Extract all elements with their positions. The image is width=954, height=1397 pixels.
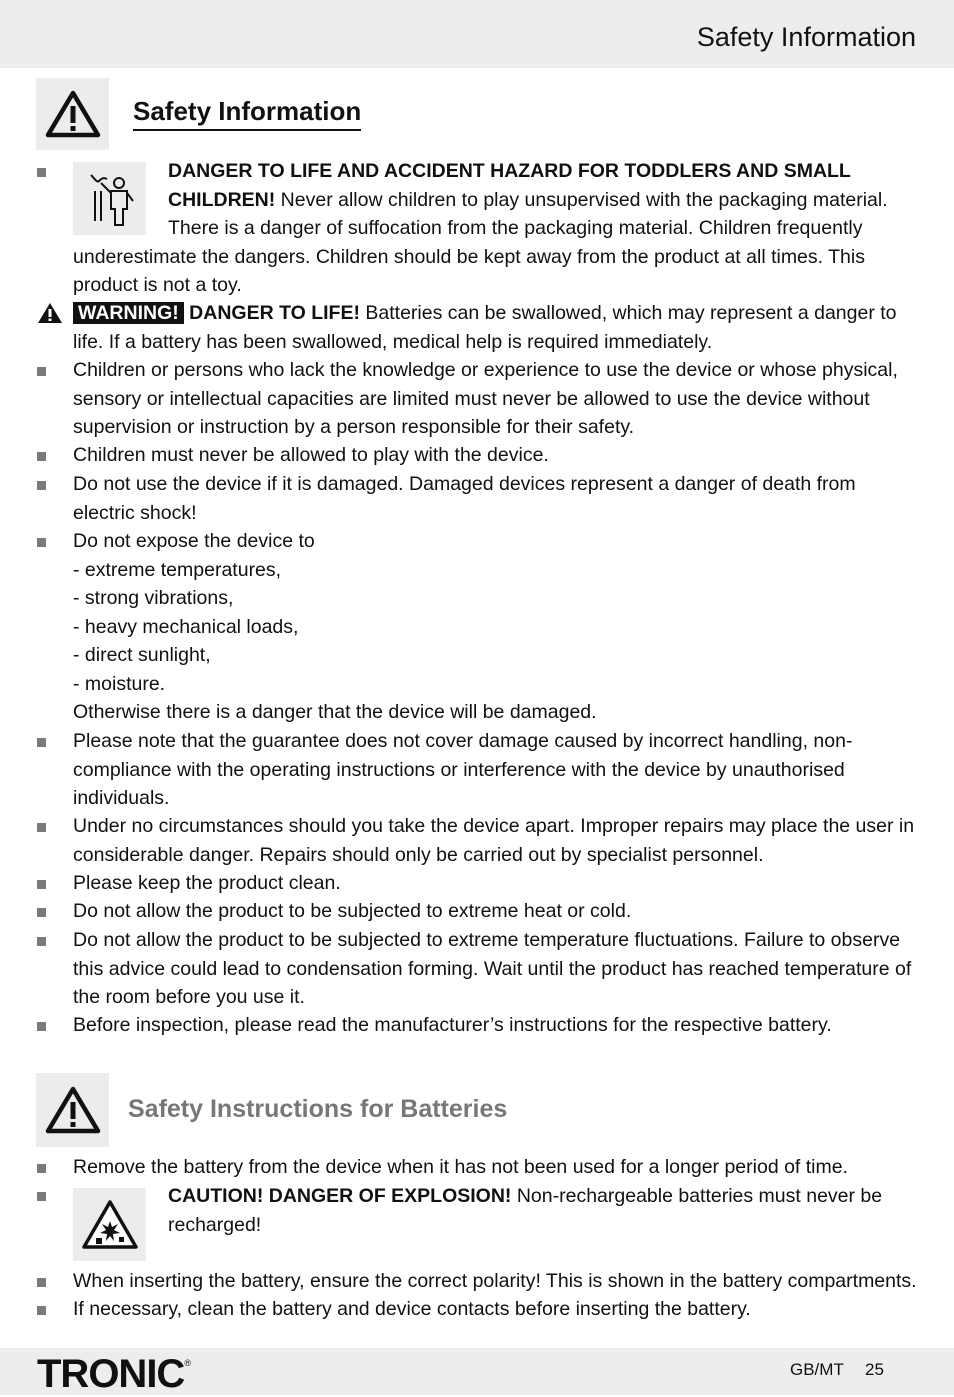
bullet	[37, 908, 46, 917]
section-heading-safety-information: Safety Information	[133, 96, 361, 131]
bullet	[37, 1164, 46, 1173]
explosion-heading: CAUTION! DANGER OF EXPLOSION!	[168, 1185, 512, 1207]
list-item: Children or persons who lack the knowledge or experience to use the device or whose physical, sensory or intellectual capacities are limited must never be allowed to use the device without supervision or instruction by a person responsible for their safety.	[73, 359, 898, 438]
list-item: Please note that the guarantee does not cover damage caused by incorrect handling, non-compliance with the operating instructions or interference with the device by unauthorised individuals.	[73, 730, 853, 809]
brand-logo-text: TRONIC	[37, 1352, 185, 1396]
page-header-title: Safety Information	[696, 22, 916, 52]
list-item: Do not allow the product to be subjected to extreme heat or cold.	[73, 900, 632, 922]
bullet	[37, 538, 46, 547]
expose-after: Otherwise there is a danger that the device will be damaged.	[73, 701, 597, 723]
warning-triangle-icon	[36, 1073, 109, 1147]
bullet	[37, 1022, 46, 1031]
bullet	[37, 1278, 46, 1287]
list-item: Remove the battery from the device when it has not been used for a longer period of time.	[73, 1156, 849, 1178]
bullet	[37, 1192, 46, 1201]
expose-sub-4: - direct sunlight,	[73, 644, 211, 666]
bullet	[37, 452, 46, 461]
explosion-text: Non-rechargeable batteries must never be recharged!	[168, 1185, 883, 1236]
expose-sub-1: - extreme temperatures,	[73, 558, 282, 581]
warning-heading: DANGER TO LIFE!	[183, 302, 360, 324]
expose-sub-3: - heavy mechanical loads,	[73, 615, 299, 638]
bullet	[37, 367, 46, 376]
bullet	[37, 738, 46, 747]
explosion-icon	[73, 1188, 146, 1261]
registered-mark: ®	[184, 1358, 190, 1368]
list-item: Under no circumstances should you take the device apart. Improper repairs may place the user in considerable danger. Repairs should only be carried out by specialist personnel.	[73, 815, 915, 866]
child-hazard-text: Never allow children to play unsupervised with the packaging material. There is a danger of suffocation from the packaging material. Children frequently underestimate the dangers. Children should be kept away from the product at all times. This product is not a toy.	[73, 188, 888, 296]
warning-badge: WARNING!	[73, 302, 184, 324]
bullet	[37, 823, 46, 832]
list-item: Do not allow the product to be subjected to extreme temperature fluctuations. Failure to observe this advice could lead to condensation forming. Wait until the product has reached temperature of the room before you use it.	[73, 929, 912, 1008]
small-warning-icon	[37, 302, 63, 329]
page-number: 25	[865, 1360, 884, 1379]
list-item-warning	[73, 299, 918, 356]
warning-text: Batteries can be swallowed, which may represent a danger to life. If a battery has been swallowed, medical help is required immediately.	[73, 302, 897, 353]
list-item: If necessary, clean the battery and device contacts before inserting the battery.	[73, 1298, 751, 1320]
bullet	[37, 1306, 46, 1315]
footer-language: GB/MT	[790, 1360, 844, 1379]
list-item: Please keep the product clean.	[73, 872, 341, 894]
section-heading-batteries: Safety Instructions for Batteries	[128, 1095, 508, 1123]
list-item-explosion	[168, 1182, 918, 1239]
expose-sub-5: - moisture.	[73, 672, 166, 695]
warning-triangle-icon	[36, 78, 109, 150]
bullet	[37, 880, 46, 889]
bullet	[37, 168, 46, 177]
list-item: Children must never be allowed to play with the device.	[73, 444, 549, 466]
list-item: Before inspection, please read the manufacturer’s instructions for the respective battery.	[73, 1014, 832, 1036]
bullet	[37, 937, 46, 946]
bullet	[37, 481, 46, 490]
list-item-child-hazard	[73, 157, 918, 300]
list-item-expose	[73, 527, 918, 727]
expose-sub-2: - strong vibrations,	[73, 587, 234, 609]
brand-logo	[37, 1352, 190, 1397]
list-item: When inserting the battery, ensure the correct polarity! This is shown in the battery compartments.	[73, 1270, 917, 1292]
child-hazard-heading: DANGER TO LIFE AND ACCIDENT HAZARD FOR TODDLERS AND SMALL CHILDREN!	[168, 160, 851, 211]
expose-intro: Do not expose the device to	[73, 530, 315, 552]
list-item: Do not use the device if it is damaged. Damaged devices represent a danger of death from electric shock!	[73, 473, 856, 524]
